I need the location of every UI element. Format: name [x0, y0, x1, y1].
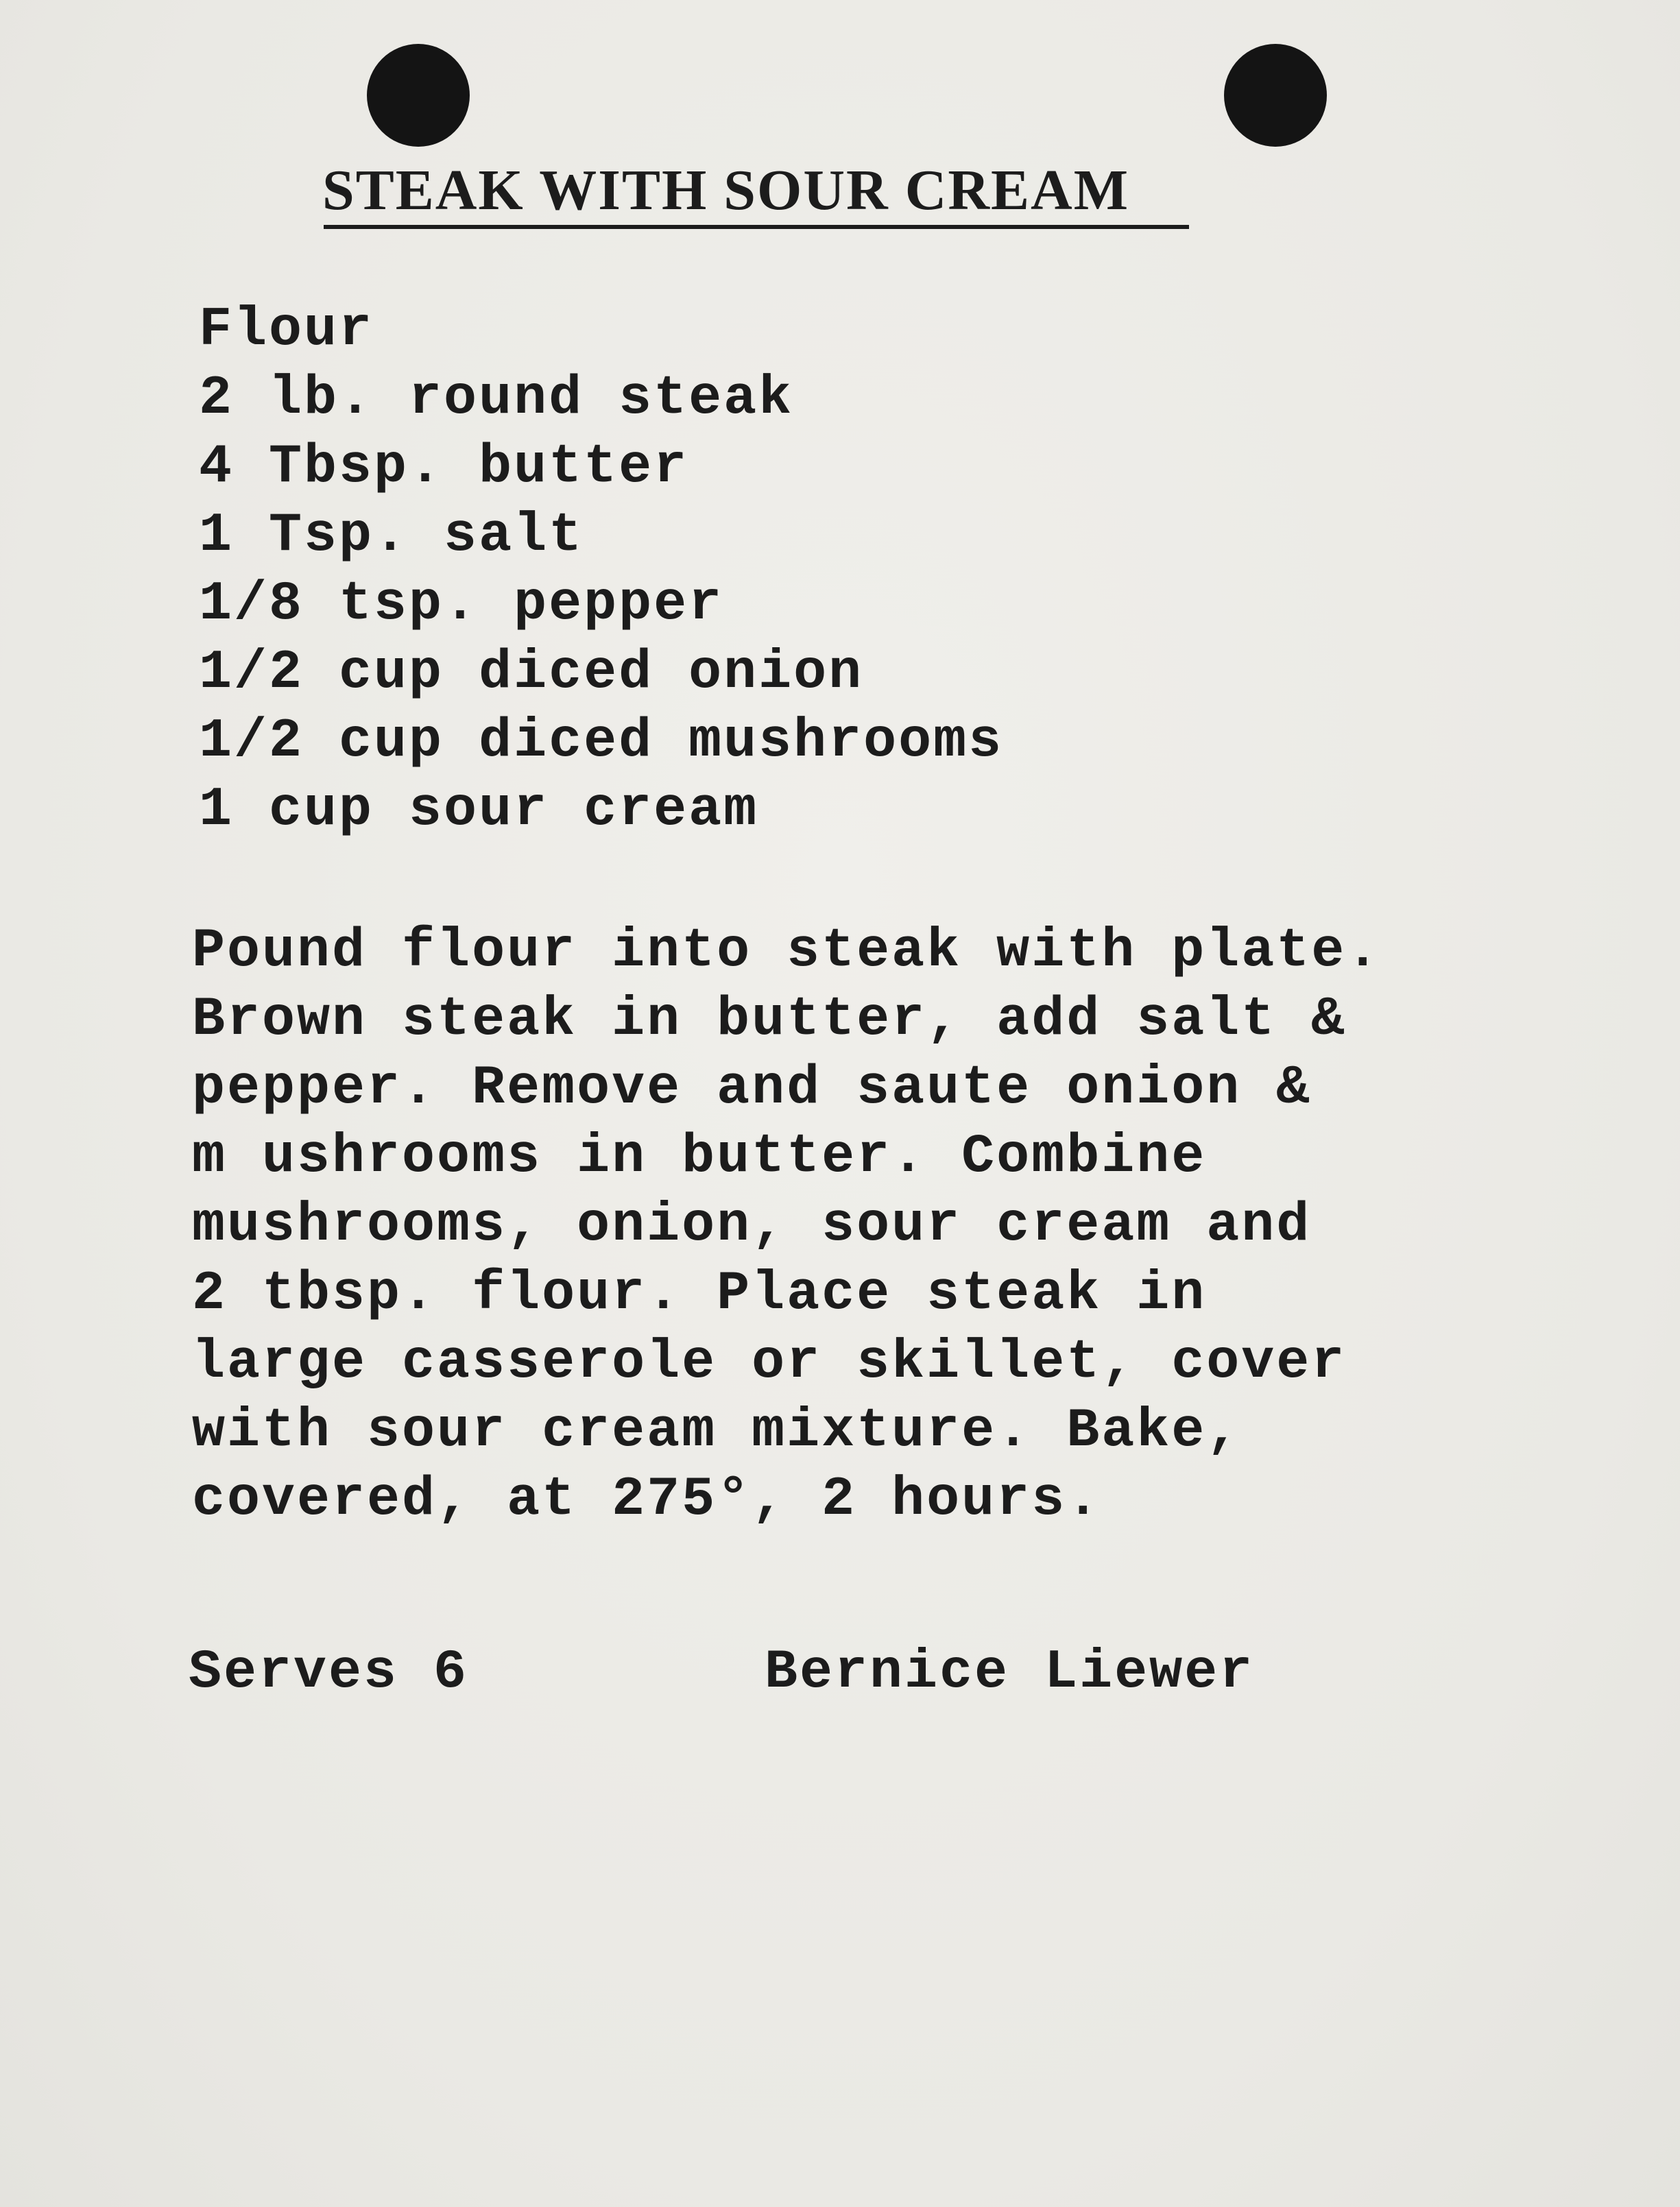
- ingredient-item: 1/2 cup diced mushrooms: [199, 710, 1004, 773]
- serves-count: Serves 6: [189, 1641, 469, 1704]
- ingredient-item: 2 lb. round steak: [199, 367, 794, 430]
- directions-line: large casserole or skillet, cover: [192, 1331, 1347, 1394]
- ingredient-item: 1/2 cup diced onion: [199, 642, 864, 704]
- directions-line: Brown steak in butter, add salt &: [192, 989, 1347, 1051]
- directions-text: [192, 917, 1381, 1534]
- title-underline: [324, 225, 1189, 229]
- ingredient-item: 4 Tbsp. butter: [199, 436, 689, 498]
- punch-hole-right: [1224, 44, 1327, 147]
- ingredient-item: 1 Tsp. salt: [199, 505, 584, 567]
- ingredient-item: 1 cup sour cream: [199, 779, 759, 841]
- ingredient-item: 1/8 tsp. pepper: [199, 573, 724, 636]
- directions-line: with sour cream mixture. Bake,: [192, 1400, 1242, 1462]
- recipe-title: STEAK WITH SOUR CREAM: [322, 158, 1129, 222]
- ingredient-list: [199, 296, 1003, 845]
- punch-hole-left: [367, 44, 470, 147]
- ingredient-item: Flour: [199, 299, 374, 361]
- directions-line: 2 tbsp. flour. Place steak in: [192, 1263, 1207, 1325]
- directions-line: covered, at 275°, 2 hours.: [192, 1469, 1102, 1531]
- directions-line: pepper. Remove and saute onion &: [192, 1057, 1312, 1120]
- recipe-author: Bernice Liewer: [765, 1641, 1255, 1704]
- directions-line: m ushrooms in butter. Combine: [192, 1126, 1207, 1188]
- directions-line: mushrooms, onion, sour cream and: [192, 1194, 1312, 1257]
- directions-line: Pound flour into steak with plate.: [192, 920, 1382, 982]
